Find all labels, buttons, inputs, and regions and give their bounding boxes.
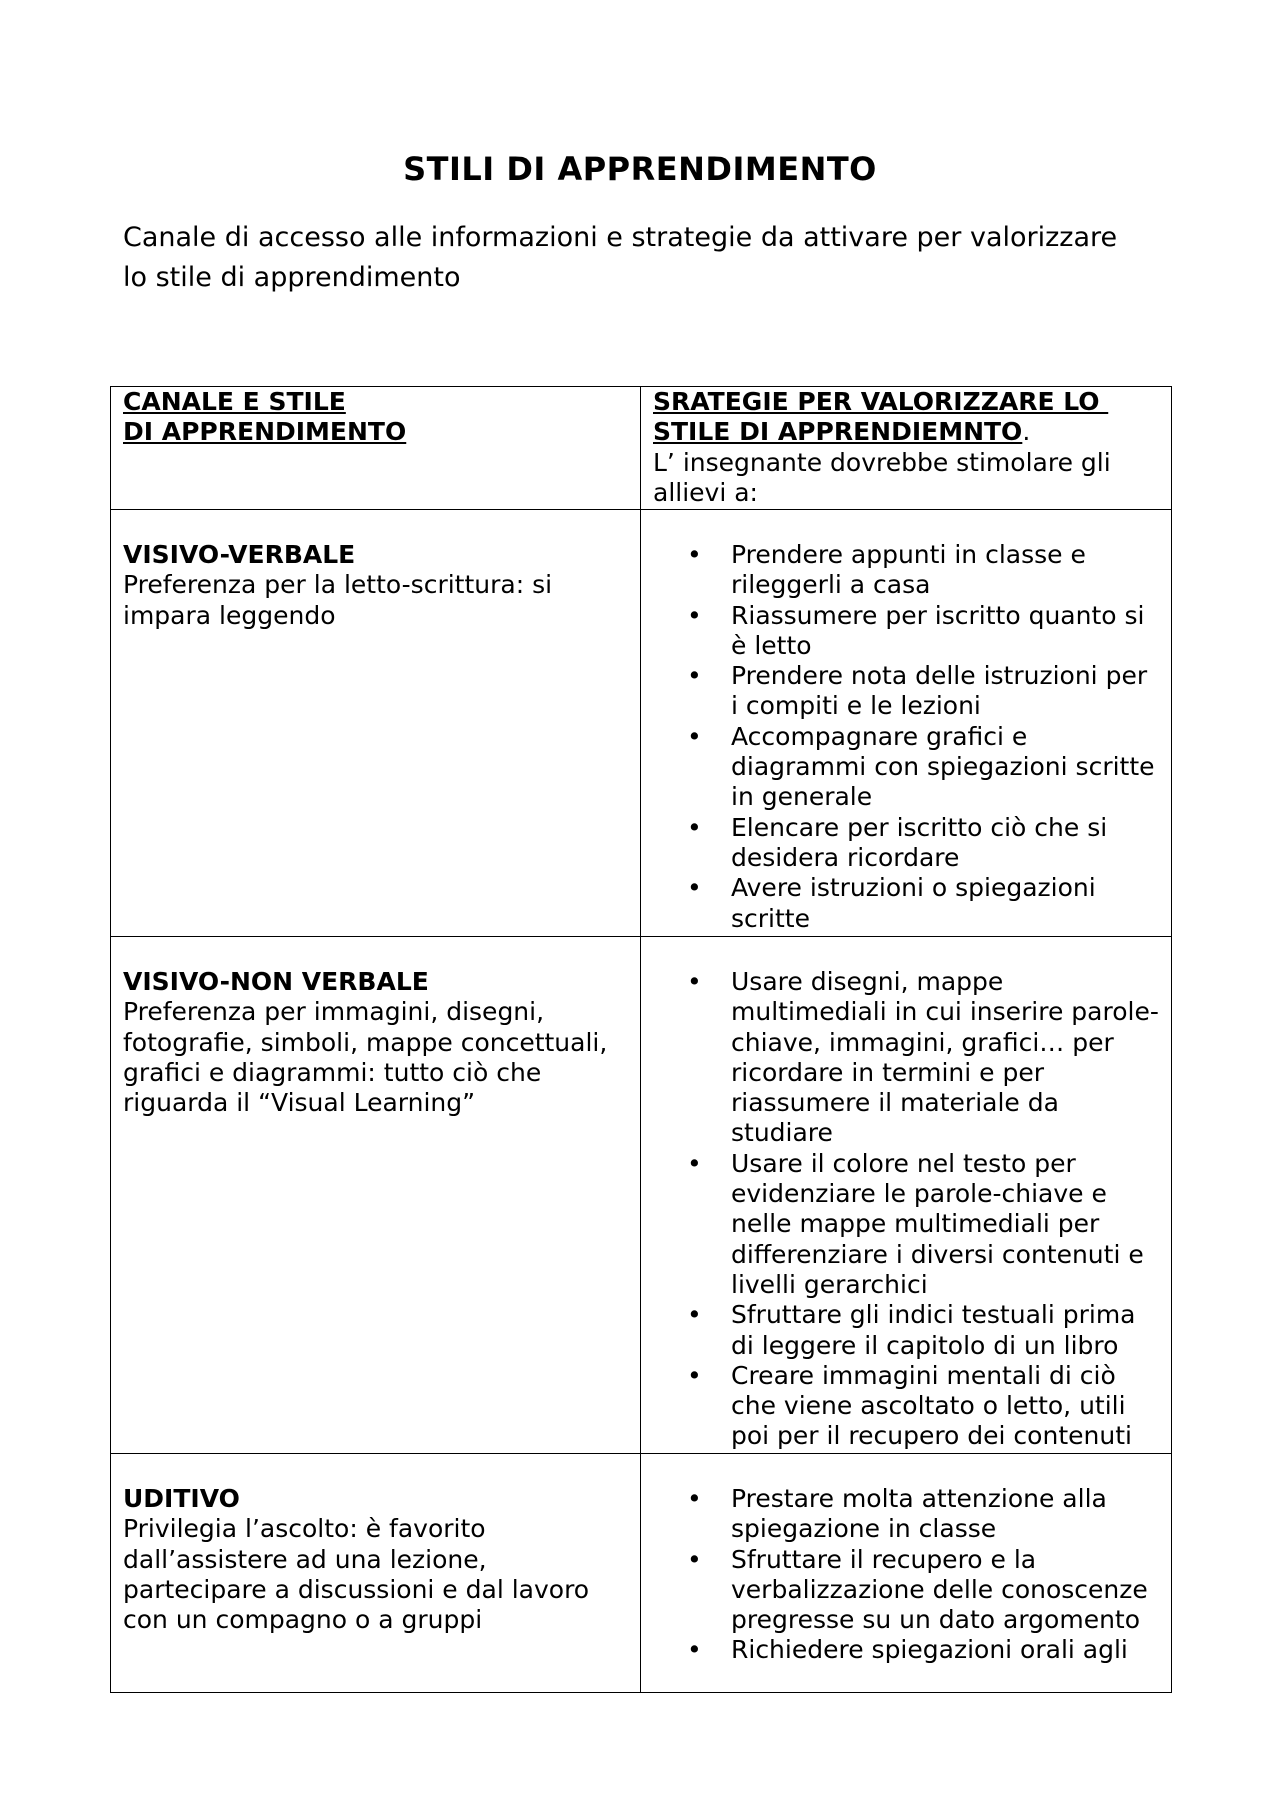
strategies-cell <box>641 1454 1172 1693</box>
category-description: Preferenza per immagini, disegni, fotografie, simboli, mappe concettuali, grafici e diagrammi: tutto ciò che riguarda il “Visual Learning” <box>123 997 608 1118</box>
page-subtitle: Canale di accesso alle informazioni e strategie da attivare per valorizzare lo stile di apprendimento <box>123 222 1118 293</box>
list-item: • Elencare per iscritto ciò che si desidera ricordare <box>731 813 1161 874</box>
header-channel-line1: CANALE E STILE <box>123 387 346 416</box>
list-item: • Sfruttare il recupero e la verbalizzazione delle conoscenze pregresse su un dato argomento <box>731 1545 1161 1636</box>
header-strategies-line1: SRATEGIE PER VALORIZZARE LO <box>653 387 1109 416</box>
table-header-row <box>111 387 1172 510</box>
page-title: STILI DI APPRENDIMENTO <box>403 150 877 188</box>
header-cell-strategies <box>641 387 1172 510</box>
category-name: UDITIVO <box>123 1484 240 1513</box>
list-item: • Avere istruzioni o spiegazioni scritte <box>731 873 1161 934</box>
learning-styles-table <box>110 386 1172 1693</box>
table-row <box>111 937 1172 1454</box>
strategies-cell <box>641 937 1172 1454</box>
list-item: • Richiedere spiegazioni orali agli <box>731 1635 1161 1665</box>
category-name: VISIVO-VERBALE <box>123 540 356 569</box>
header-strategies-line2: STILE DI APPRENDIEMNTO <box>653 417 1023 447</box>
list-item: • Sfruttare gli indici testuali prima di leggere il capitolo di un libro <box>731 1300 1161 1361</box>
category-description: Preferenza per la letto-scrittura: si impara leggendo <box>123 570 553 630</box>
strategies-list <box>653 1484 1161 1666</box>
category-cell <box>111 937 641 1454</box>
list-item: • Accompagnare grafici e diagrammi con spiegazioni scritte in generale <box>731 722 1161 813</box>
list-item: • Prendere appunti in classe e rileggerli a casa <box>731 540 1161 601</box>
list-item: • Usare disegni, mappe multimediali in cui inserire parole-chiave, immagini, grafici… per ricordare in termini e per riassumere il materiale da studiare <box>731 967 1161 1149</box>
header-strategies-intro: L’ insegnante dovrebbe stimolare gli allievi a: <box>653 447 1111 507</box>
list-item: • Prendere nota delle istruzioni per i compiti e le lezioni <box>731 661 1161 722</box>
list-item: • Prestare molta attenzione alla spiegazione in classe <box>731 1484 1161 1545</box>
strategies-list <box>653 967 1161 1452</box>
list-item: • Creare immagini mentali di ciò che viene ascoltato o letto, utili poi per il recupero dei contenuti <box>731 1361 1161 1452</box>
strategies-list <box>653 540 1161 934</box>
category-description: Privilegia l’ascolto: è favorito dall’assistere ad una lezione, partecipare a discussioni e dal lavoro con un compagno o a gruppi <box>123 1514 590 1635</box>
strategies-cell <box>641 510 1172 937</box>
header-channel-line2: DI APPRENDIMENTO <box>123 417 407 447</box>
table-row <box>111 510 1172 937</box>
header-strategies-period: . <box>1022 417 1031 447</box>
list-item: • Riassumere per iscritto quanto si è letto <box>731 601 1161 662</box>
category-cell <box>111 1454 641 1693</box>
list-item: • Usare il colore nel testo per evidenziare le parole-chiave e nelle mappe multimediali per differenziare i diversi contenuti e livelli gerarchici <box>731 1149 1161 1300</box>
category-name: VISIVO-NON VERBALE <box>123 967 429 996</box>
header-cell-channel <box>111 387 641 510</box>
table-row <box>111 1454 1172 1693</box>
category-cell <box>111 510 641 937</box>
